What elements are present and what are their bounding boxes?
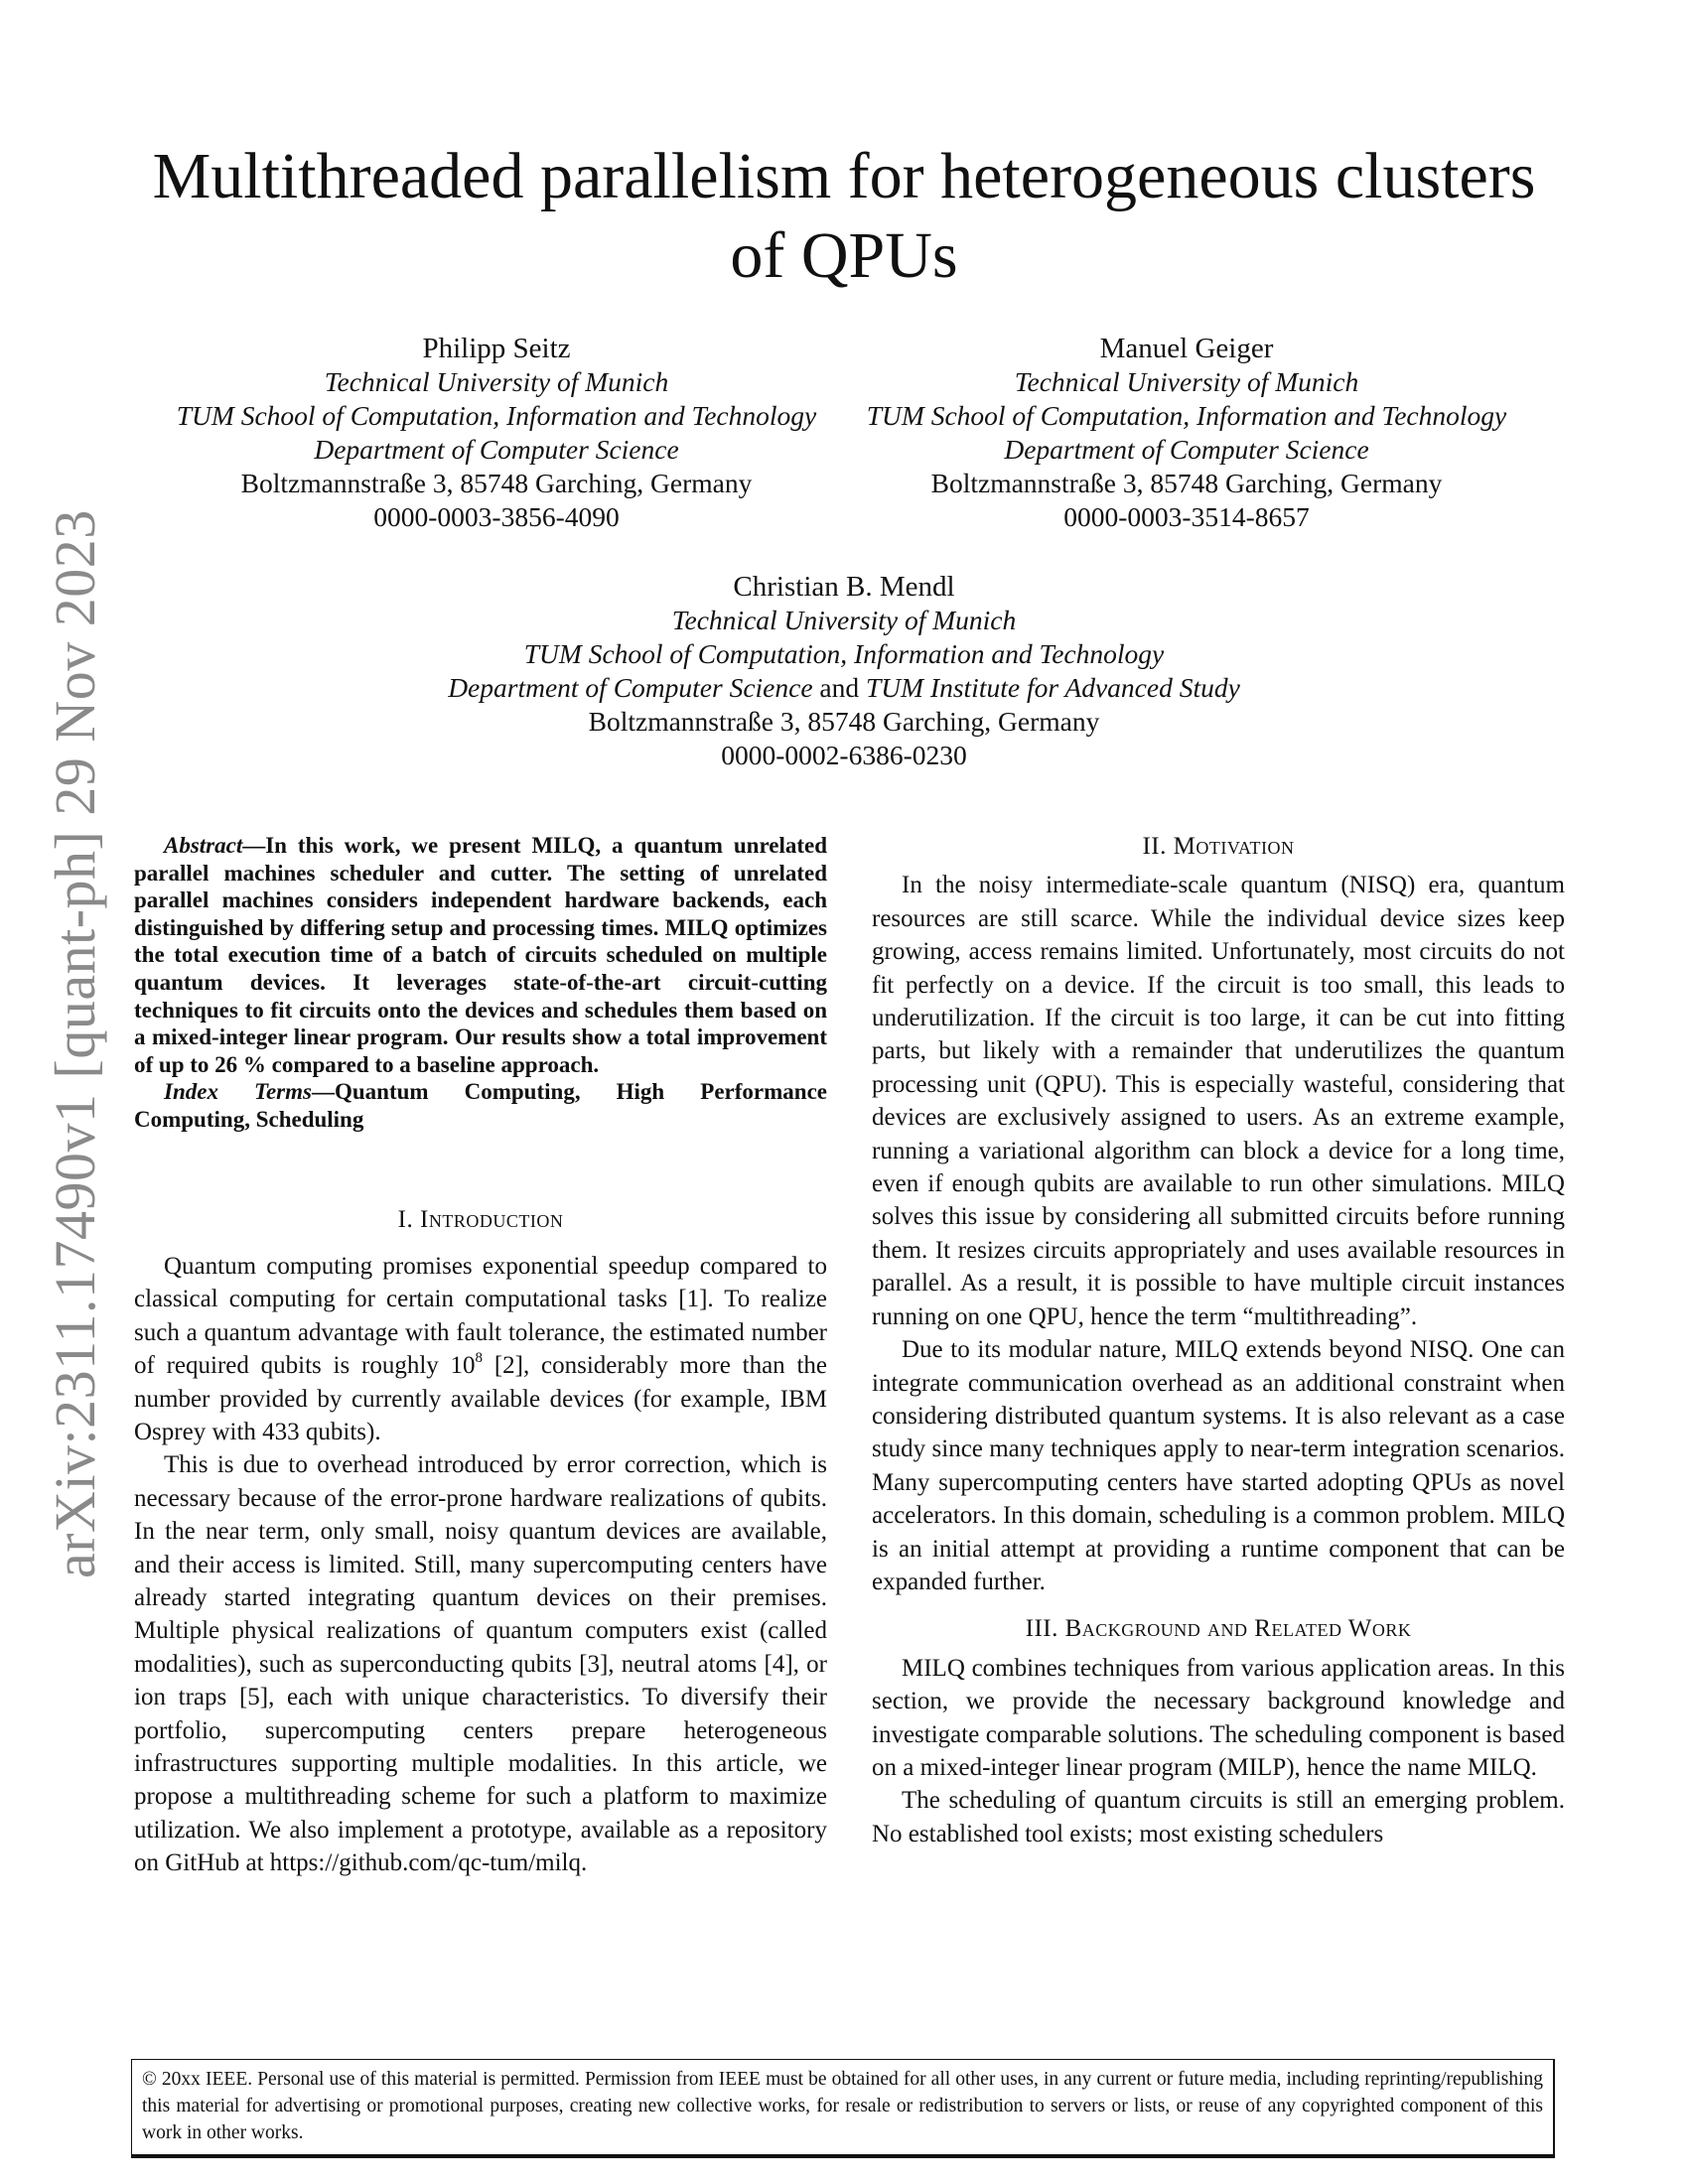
author-university: Technical University of Munich: [324, 366, 669, 397]
author-university: Technical University of Munich: [671, 605, 1017, 635]
index-terms-dash: —: [311, 1079, 335, 1105]
intro-p1-text: Quantum computing promises exponential speedup compared to classical computing for certain computational tasks [1]. To realize such a quantum advantage with fault tolerance, the estimated number of required qubits is roughly 10: [134, 1252, 827, 1380]
background-paragraph-2: The scheduling of quantum circuits is still an emerging problem. No established tool exists; most existing schedulers: [872, 1787, 1565, 1847]
author-school: TUM School of Computation, Information and Technology: [523, 638, 1165, 669]
section-heading-motivation: II. Motivation: [1142, 833, 1295, 860]
intro-paragraph-1: [134, 1250, 827, 1448]
author-orcid: 0000-0003-3856-4090: [373, 501, 620, 532]
author-block-3: [397, 570, 1291, 772]
author-department: Department of Computer Science: [448, 672, 813, 703]
section-heading-introduction: I. Introduction: [397, 1205, 564, 1233]
paper-title: [99, 137, 1589, 296]
left-column: [134, 832, 827, 1880]
index-terms-label: Index Terms: [164, 1079, 312, 1105]
abstract-text: In this work, we present MILQ, a quantum unrelated parallel machines scheduler and cutter. The setting of unrelated parallel machines considers independent hardware backends, each distinguished by differing setup and processing times. MILQ optimizes the total execution time of a batch of circuits scheduled on multiple quantum devices. It leverages state-of-the-art circuit-cutting techniques to fit circuits onto the devices and schedules them based on a mixed-integer linear program. Our results show a total improvement of up to 26 % compared to a baseline approach.: [134, 833, 827, 1077]
author-name: Philipp Seitz: [422, 333, 571, 364]
author-institute: TUM Institute for Advanced Study: [866, 672, 1240, 703]
title-line-1: Multithreaded parallelism for heterogeneous clusters: [152, 140, 1536, 212]
author-university: Technical University of Munich: [1014, 366, 1359, 397]
index-terms: [134, 1078, 827, 1133]
motivation-paragraph-1: In the noisy intermediate-scale quantum (NISQ) era, quantum resources are still scarce. While the individual device sizes keep growing, access remains limited. Unfortunately, most circuits do not fit perfectly on a device. If the circuit is too small, this leads to underutilization. If the circuit is too large, it can be cut into fitting parts, but likely with a remainder that underutilizes the quantum processing unit (QPU). This is especially wasteful, considering that devices are exclusively assigned to users. As an extreme example, running a variational algorithm can block a device for a long time, even if enough qubits are available to run other simulations. MILQ solves this issue by considering all submitted circuits before running them. It resizes circuits appropriately and uses available resources in parallel. As a result, it is possible to have multiple circuit instances running on one QPU, hence the term “multithreading”.: [872, 872, 1565, 1330]
author-department: Department of Computer Science: [1004, 434, 1369, 465]
abstract-label: Abstract: [164, 833, 243, 858]
abstract-paragraph: [134, 832, 827, 1078]
author-orcid: 0000-0003-3514-8657: [1063, 501, 1310, 532]
section-heading-background: III. Background and Related Work: [1025, 1615, 1412, 1643]
author-and: and: [812, 672, 866, 703]
title-line-2: of QPUs: [730, 219, 958, 292]
index-terms-text: Quantum Computing, High Performance Computing, Scheduling: [134, 1079, 827, 1132]
motivation-paragraph-2: Due to its modular nature, MILQ extends beyond NISQ. One can integrate communication overhead as an additional constraint when considering distributed quantum systems. It is also relevant as a case study since many techniques apply to near-term integration scenarios. Many supercomputing centers have started adopting QPUs as novel accelerators. In this domain, scheduling is a common problem. MILQ is an initial attempt at providing a runtime component that can be expanded further.: [872, 1336, 1565, 1595]
author-name: Christian B. Mendl: [733, 571, 955, 603]
exponent: 8: [475, 1349, 484, 1366]
right-column: [872, 830, 1565, 1850]
author-block-2: [839, 332, 1534, 534]
author-address: Boltzmannstraße 3, 85748 Garching, Germany: [588, 706, 1100, 737]
copyright-notice-box: [131, 2059, 1555, 2158]
intro-paragraph-2: This is due to overhead introduced by error correction, which is necessary because of the error-prone hardware realizations of qubits. In the near term, only small, noisy quantum devices are available, and their access is limited. Still, many supercomputing centers have already started integrating quantum devices on their premises. Multiple physical realizations of quantum computers exist (called modalities), such as superconducting qubits [3], neutral atoms [4], or ion traps [5], each with unique characteristics. To diversify their portfolio, supercomputing centers prepare heterogeneous infrastructures supporting multiple modalities. In this article, we propose a multithreading scheme for such a platform to maximize utilization. We also implement a prototype, available as a repository on GitHub at https://github.com/qc-tum/milq.: [134, 1451, 827, 1877]
author-address: Boltzmannstraße 3, 85748 Garching, Germany: [240, 468, 753, 498]
author-orcid: 0000-0002-6386-0230: [721, 740, 967, 770]
arxiv-identifier-stamp: arXiv:2311.17490v1 [quant-ph] 29 Nov 2023: [43, 509, 107, 1578]
author-department: Department of Computer Science: [314, 434, 679, 465]
background-paragraph-1: MILQ combines techniques from various application areas. In this section, we provide the necessary background knowledge and investigate comparable solutions. The scheduling component is based on a mixed-integer linear program (MILP), hence the name MILQ.: [872, 1654, 1565, 1781]
abstract: [134, 832, 827, 1134]
abstract-dash: —: [242, 833, 266, 858]
author-block-1: [149, 332, 844, 534]
author-name: Manuel Geiger: [1099, 333, 1274, 364]
author-address: Boltzmannstraße 3, 85748 Garching, Germany: [930, 468, 1443, 498]
intro-p1-text-cont: [2], considerably more than the number provided by currently available devices (for example, IBM Osprey with 433 qubits).: [134, 1352, 827, 1445]
author-school: TUM School of Computation, Information and Technology: [176, 400, 817, 431]
author-school: TUM School of Computation, Information and Technology: [866, 400, 1507, 431]
copyright-text: © 20xx IEEE. Personal use of this material is permitted. Permission from IEEE must be obtained for all other uses, in any current or future media, including reprinting/republishing this material for advertising or promotional purposes, creating new collective works, for resale or redistribution to servers or lists, or reuse of any copyrighted component of this work in other works.: [142, 2069, 1543, 2143]
author-department-line: [397, 671, 1291, 705]
